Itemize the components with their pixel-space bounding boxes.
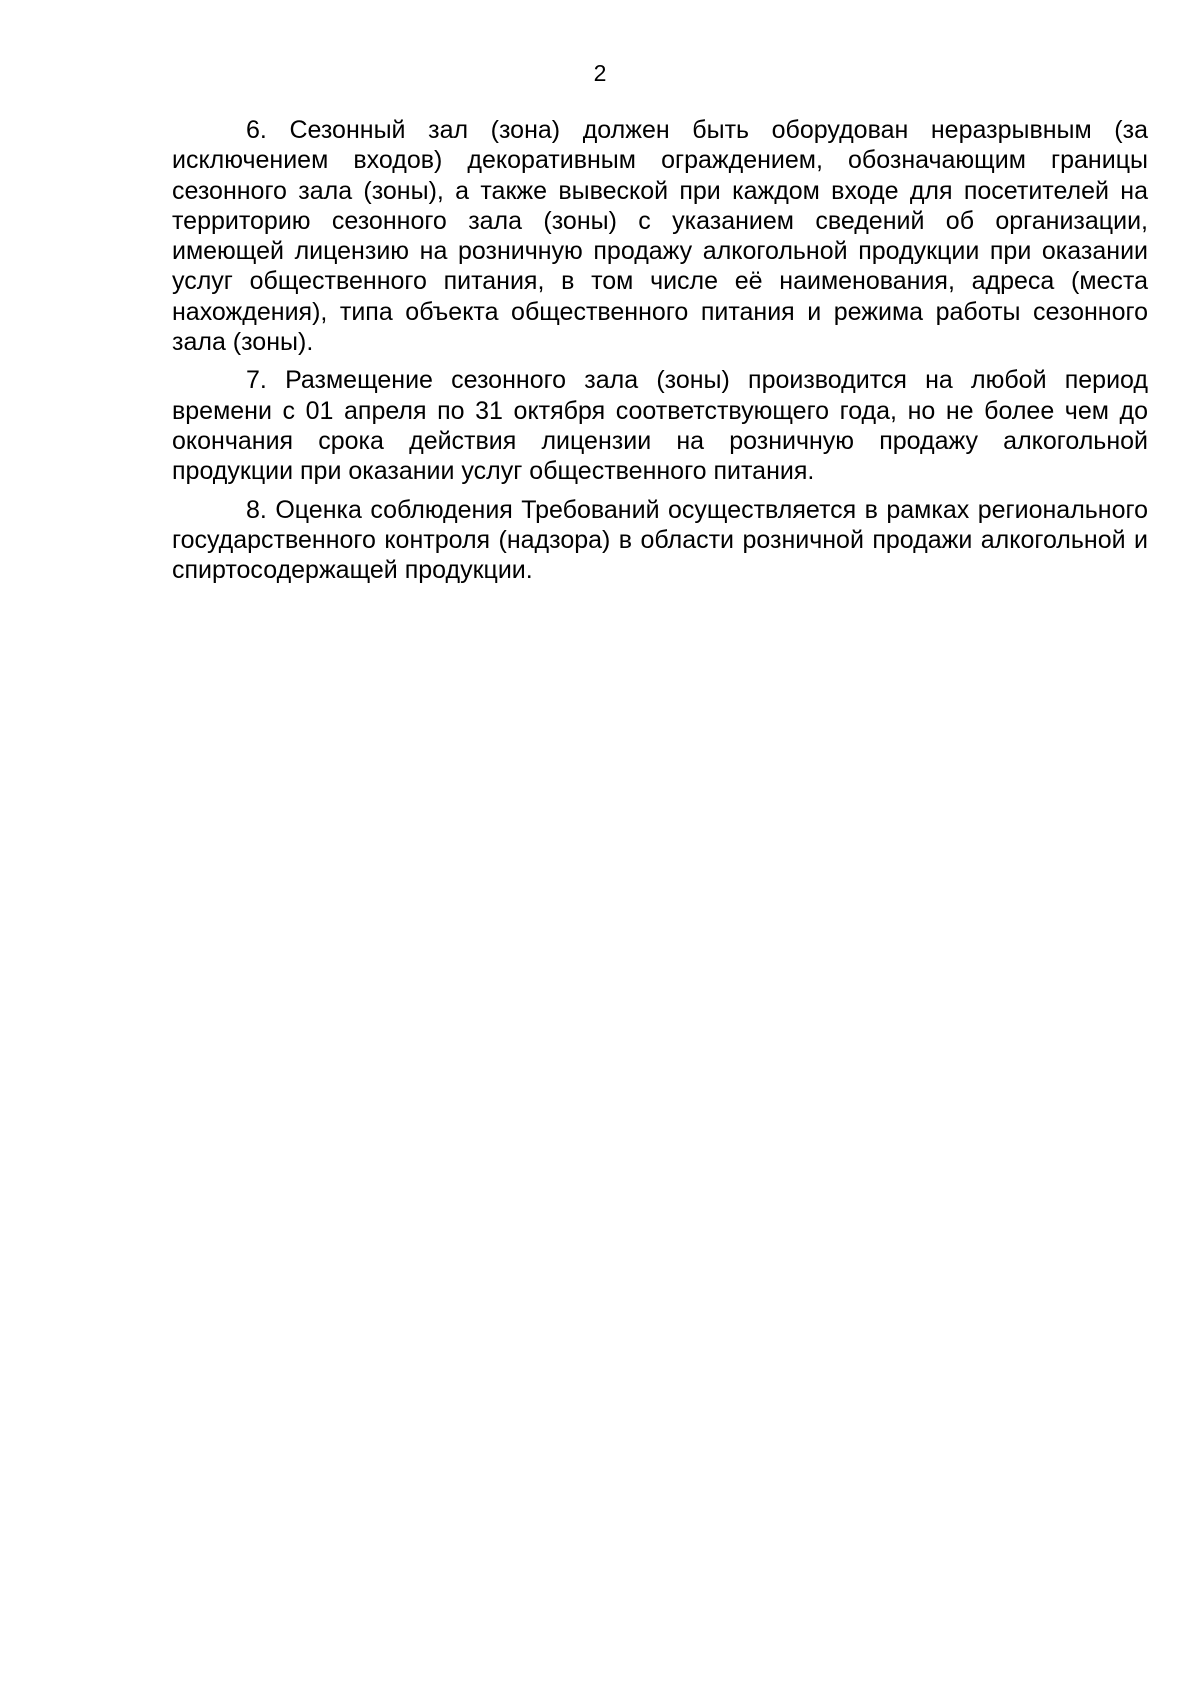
paragraph-8 xyxy=(172,495,1148,586)
paragraph-text: Оценка соблюдения Требований осуществляется в рамках регионального государственного контроля (надзора) в области розничной продажи алкогольной и спиртосодержащей продукции. xyxy=(172,495,1148,585)
document-body xyxy=(172,115,1148,593)
page-number: 2 xyxy=(593,60,607,86)
paragraph-text: Сезонный зал (зона) должен быть оборудован неразрывным (за исключением входов) декоративным ограждением, обозначающим границы сезонного зала (зоны), а также вывеской при каждом входе для посетителей на территорию сезонного зала (зоны) с указанием сведений об организации, имеющей лицензию на розничную продажу алкогольной продукции при оказании услуг общественного питания, в том числе её наименования, адреса (места нахождения), типа объекта общественного питания и режима работы сезонного зала (зоны). xyxy=(172,116,1148,357)
paragraph-number: 6. xyxy=(246,116,267,144)
paragraph-number: 8. xyxy=(246,495,267,524)
paragraph-number: 7. xyxy=(246,366,267,395)
paragraph-6 xyxy=(172,115,1148,357)
paragraph-7 xyxy=(172,365,1148,486)
paragraph-text: Размещение сезонного зала (зоны) производится на любой период времени с 01 апреля по 31 октября соответствующего года, но не более чем до окончания срока действия лицензии на розничную продажу алкогольной продукции при оказании услуг общественного питания. xyxy=(172,366,1148,486)
